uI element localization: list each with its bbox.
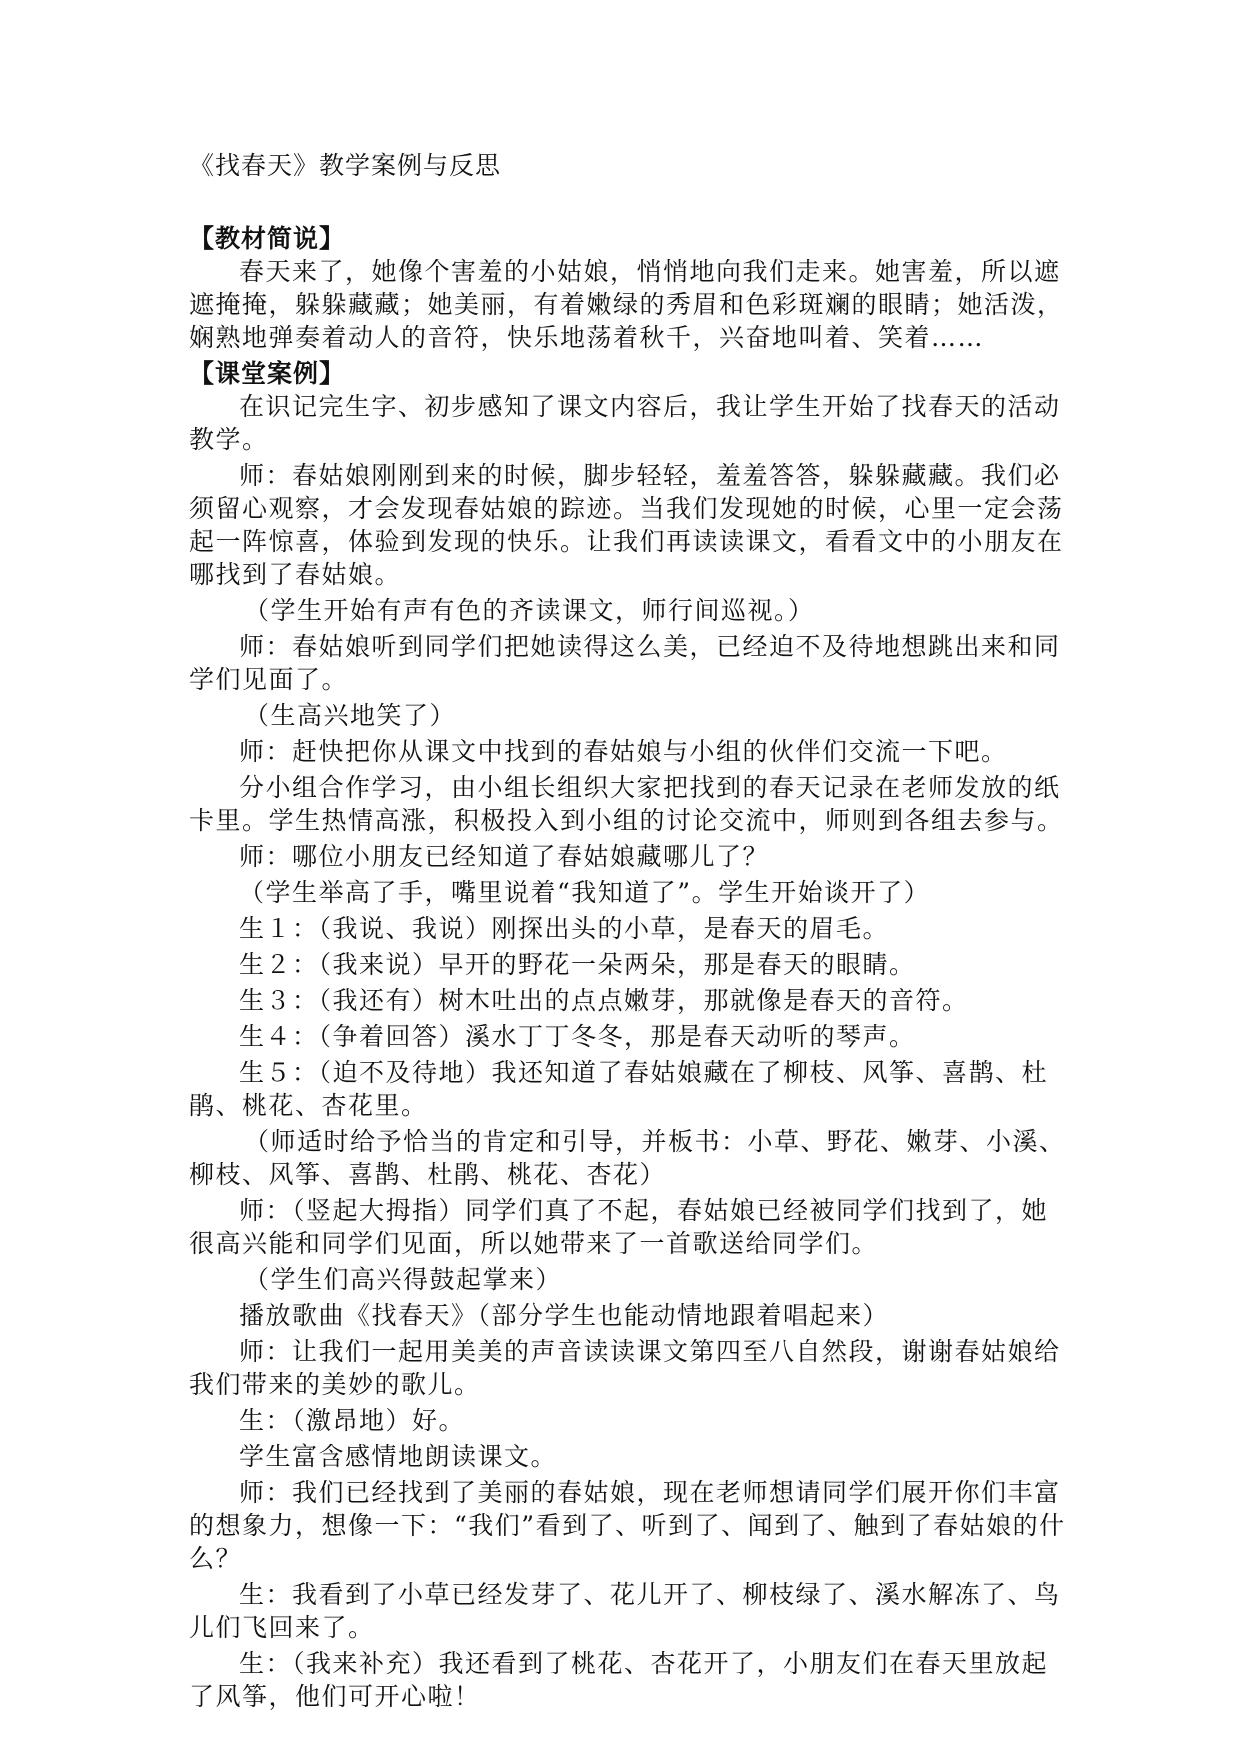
paragraph: （生高兴地笑了）: [244, 701, 457, 730]
section-heading: 【教材简说】: [189, 224, 346, 253]
paragraph: （学生们高兴得鼓起掌来）: [244, 1265, 563, 1294]
paragraph: 播放歌曲《找春天》（部分学生也能动情地跟着唱起来）: [239, 1301, 890, 1330]
paragraph: 师：春姑娘听到同学们把她读得这么美，已经迫不及待地想跳出来和同学们见面了。: [189, 632, 1061, 694]
paragraph: （学生举高了手，嘴里说着“我知道了”。学生开始谈开了）: [239, 878, 931, 907]
section-classroom-case: [189, 357, 1069, 1713]
paragraph: （师适时给予恰当的肯定和引导，并板书：小草、野花、嫩芽、小溪、柳枝、风筝、喜鹊、杜鹃、桃花、杏花）: [189, 1127, 1066, 1189]
paragraph: 学生富含感情地朗读课文。: [239, 1442, 558, 1471]
document-title: 《找春天》教学案例与反思: [189, 151, 502, 180]
paragraph: 生：（我来补充）我还看到了桃花、杏花开了，小朋友们在春天里放起了风筝，他们可开心啦！: [189, 1649, 1049, 1711]
paragraph: 师：春姑娘刚刚到来的时候，脚步轻轻，羞羞答答，躲躲藏藏。我们必须留心观察，才会发现春姑娘的踪迹。当我们发现她的时候，心里一定会荡起一阵惊喜，体验到发现的快乐。让我们再读读课文，看看文中的小朋友在哪找到了春姑娘。: [189, 461, 1064, 589]
paragraph: 师：我们已经找到了美丽的春姑娘，现在老师想请同学们展开你们丰富的想象力，想像一下：“我们”看到了、听到了、闻到了、触到了春姑娘的什么？: [189, 1478, 1066, 1573]
paragraph: 生：（激昂地）好。: [239, 1406, 466, 1435]
paragraph: 师：赶快把你从课文中找到的春姑娘与小组的伙伴们交流一下吧。: [239, 737, 1008, 766]
paragraph: （学生开始有声有色的齐读课文，师行间巡视。）: [244, 596, 815, 625]
paragraph: 生４：（争着回答）溪水丁丁冬冬，那是春天动听的琴声。: [239, 1022, 916, 1051]
paragraph: 师：让我们一起用美美的声音读读课文第四至八自然段，谢谢春姑娘给我们带来的美妙的歌儿。: [189, 1337, 1061, 1399]
document-page: [189, 150, 1069, 1716]
paragraph: 师：哪位小朋友已经知道了春姑娘藏哪儿了？: [239, 842, 770, 871]
paragraph: 生２：（我来说）早开的野花一朵两朵，那是春天的眼睛。: [239, 950, 916, 979]
paragraph: 春天来了，她像个害羞的小姑娘，悄悄地向我们走来。她害羞，所以遮遮掩掩，躲躲藏藏；她美丽，有着嫩绿的秀眉和色彩斑斓的眼睛；她活泼，娴熟地弹奏着动人的音符，快乐地荡着秋千，兴奋地叫着、笑着……: [189, 257, 1064, 352]
paragraph: 生５：（迫不及待地）我还知道了春姑娘藏在了柳枝、风筝、喜鹊、杜鹃、桃花、杏花里。: [189, 1058, 1049, 1120]
paragraph: 在识记完生字、初步感知了课文内容后，我让学生开始了找春天的活动教学。: [189, 392, 1061, 454]
section-heading: 【课堂案例】: [189, 359, 346, 388]
paragraph: 分小组合作学习，由小组长组织大家把找到的春天记录在老师发放的纸卡里。学生热情高涨，积极投入到小组的讨论交流中，师则到各组去参与。: [189, 773, 1064, 835]
section-textbook-intro: [189, 222, 1069, 354]
paragraph: 生３：（我还有）树木吐出的点点嫩芽，那就像是春天的音符。: [239, 986, 969, 1015]
paragraph: 生１：（我说、我说）刚探出头的小草，是春天的眉毛。: [239, 914, 890, 943]
paragraph: 师：（竖起大拇指）同学们真了不起，春姑娘已经被同学们找到了，她很高兴能和同学们见面，所以她带来了一首歌送给同学们。: [189, 1196, 1049, 1258]
paragraph: 生：我看到了小草已经发芽了、花儿开了、柳枝绿了、溪水解冻了、鸟儿们飞回来了。: [189, 1580, 1061, 1642]
